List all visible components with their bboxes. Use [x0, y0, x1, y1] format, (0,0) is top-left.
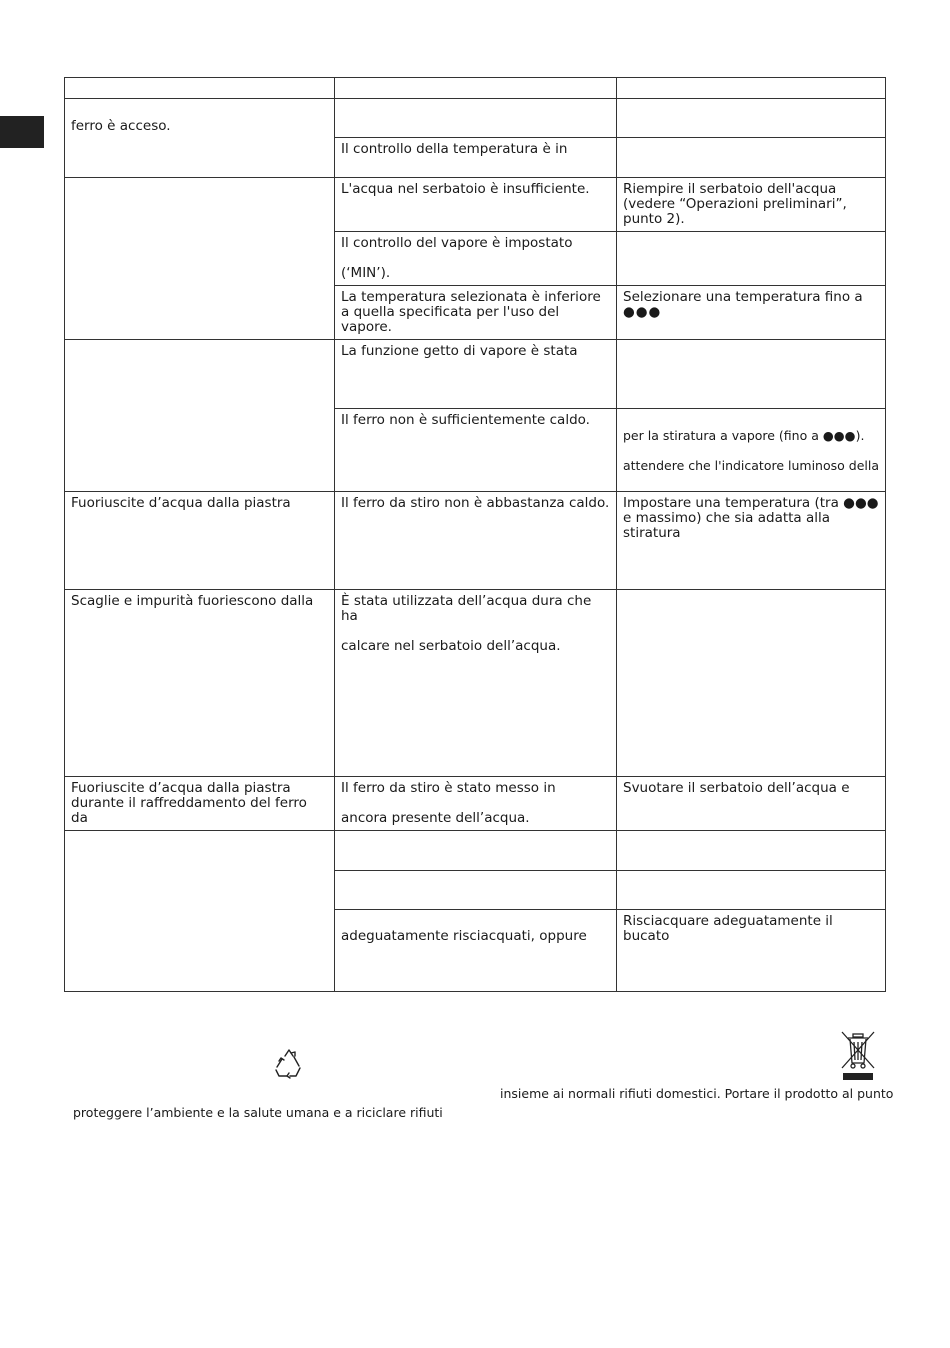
solution-cell	[617, 777, 886, 831]
language-tab-marker	[0, 116, 44, 148]
cause-text: (‘MIN’).	[341, 265, 391, 281]
footer-left-text: proteggere l’ambiente e la salute umana e a riciclare rifiuti	[73, 1105, 443, 1120]
problem-text: Fuoriuscite d’acqua dalla piastra durante il raffreddamento del ferro da	[71, 780, 307, 826]
cause-cell	[335, 286, 617, 340]
cause-text: Il controllo della temperatura è in	[341, 141, 568, 157]
solution-cell	[617, 831, 886, 871]
cause-text: L'acqua nel serbatoio è insufficiente.	[341, 181, 590, 197]
problem-cell	[65, 777, 335, 831]
problem-cell	[65, 178, 335, 340]
solution-text: attendere che l'indicatore luminoso della	[623, 458, 879, 473]
solution-text: e massimo) che sia adatta alla stiratura	[623, 510, 831, 541]
cause-text: adeguatamente risciacquati, oppure	[341, 928, 587, 944]
solution-cell	[617, 871, 886, 910]
cause-text: La temperatura selezionata è inferiore a quella specificata per l'uso del vapore.	[341, 289, 601, 335]
solution-text: Risciacquare adeguatamente il bucato	[623, 913, 833, 944]
table-row	[65, 340, 886, 409]
solution-cell	[617, 99, 886, 138]
cause-cell	[335, 777, 617, 831]
solution-cell	[617, 409, 886, 492]
solution-cell	[617, 138, 886, 178]
cause-cell	[335, 910, 617, 992]
solution-text: Svuotare il serbatoio dell’acqua e	[623, 780, 850, 796]
cause-cell	[335, 340, 617, 409]
cause-text: Il ferro da stiro non è abbastanza caldo.	[341, 495, 610, 511]
problem-cell	[65, 831, 335, 992]
solution-cell	[617, 590, 886, 777]
cause-text: Il controllo del vapore è impostato	[341, 235, 573, 251]
table-row	[65, 831, 886, 871]
table-row	[65, 178, 886, 232]
crossed-out-bin-icon	[838, 1030, 878, 1082]
cause-text: È stata utilizzata dell’acqua dura che ha	[341, 593, 592, 624]
header-cell-problem	[65, 78, 335, 99]
troubleshooting-table	[64, 77, 886, 992]
solution-text: Impostare una temperatura (tra ●●●	[623, 495, 879, 511]
problem-cell	[65, 492, 335, 590]
cause-cell	[335, 178, 617, 232]
cause-cell	[335, 590, 617, 777]
cause-text: La funzione getto di vapore è stata	[341, 343, 578, 359]
recycle-icon	[273, 1048, 305, 1080]
solution-cell	[617, 178, 886, 232]
temperature-dots: ●●●	[623, 304, 662, 320]
table-header-row	[65, 78, 886, 99]
table-row	[65, 492, 886, 590]
problem-cell	[65, 340, 335, 492]
solution-cell	[617, 286, 886, 340]
cause-cell	[335, 232, 617, 286]
cause-text: ancora presente dell’acqua.	[341, 810, 530, 826]
problem-text: Scaglie e impurità fuoriescono dalla	[71, 593, 314, 609]
table-row	[65, 99, 886, 138]
solution-cell	[617, 340, 886, 409]
problem-cell	[65, 590, 335, 777]
cause-cell	[335, 831, 617, 871]
cause-cell	[335, 409, 617, 492]
problem-text: ferro è acceso.	[71, 118, 171, 134]
header-cell-cause	[335, 78, 617, 99]
cause-text: Il ferro non è sufficientemente caldo.	[341, 412, 590, 428]
cause-cell	[335, 138, 617, 178]
solution-text: Selezionare una temperatura fino a	[623, 289, 863, 305]
problem-text: Fuoriuscite d’acqua dalla piastra	[71, 495, 291, 511]
table-row	[65, 590, 886, 777]
cause-text: calcare nel serbatoio dell’acqua.	[341, 638, 561, 654]
solution-text: per la stiratura a vapore (fino a ●●●).	[623, 428, 865, 443]
header-cell-solution	[617, 78, 886, 99]
problem-cell	[65, 99, 335, 178]
solution-cell	[617, 492, 886, 590]
cause-text: Il ferro da stiro è stato messo in	[341, 780, 556, 796]
solution-cell	[617, 232, 886, 286]
table-row	[65, 777, 886, 831]
cause-cell	[335, 99, 617, 138]
footer-right-text: insieme ai normali rifiuti domestici. Portare il prodotto al punto	[500, 1086, 894, 1101]
solution-cell	[617, 910, 886, 992]
solution-text: Riempire il serbatoio dell'acqua (vedere “Operazioni preliminari”, punto 2).	[623, 181, 847, 227]
cause-cell	[335, 492, 617, 590]
cause-cell	[335, 871, 617, 910]
